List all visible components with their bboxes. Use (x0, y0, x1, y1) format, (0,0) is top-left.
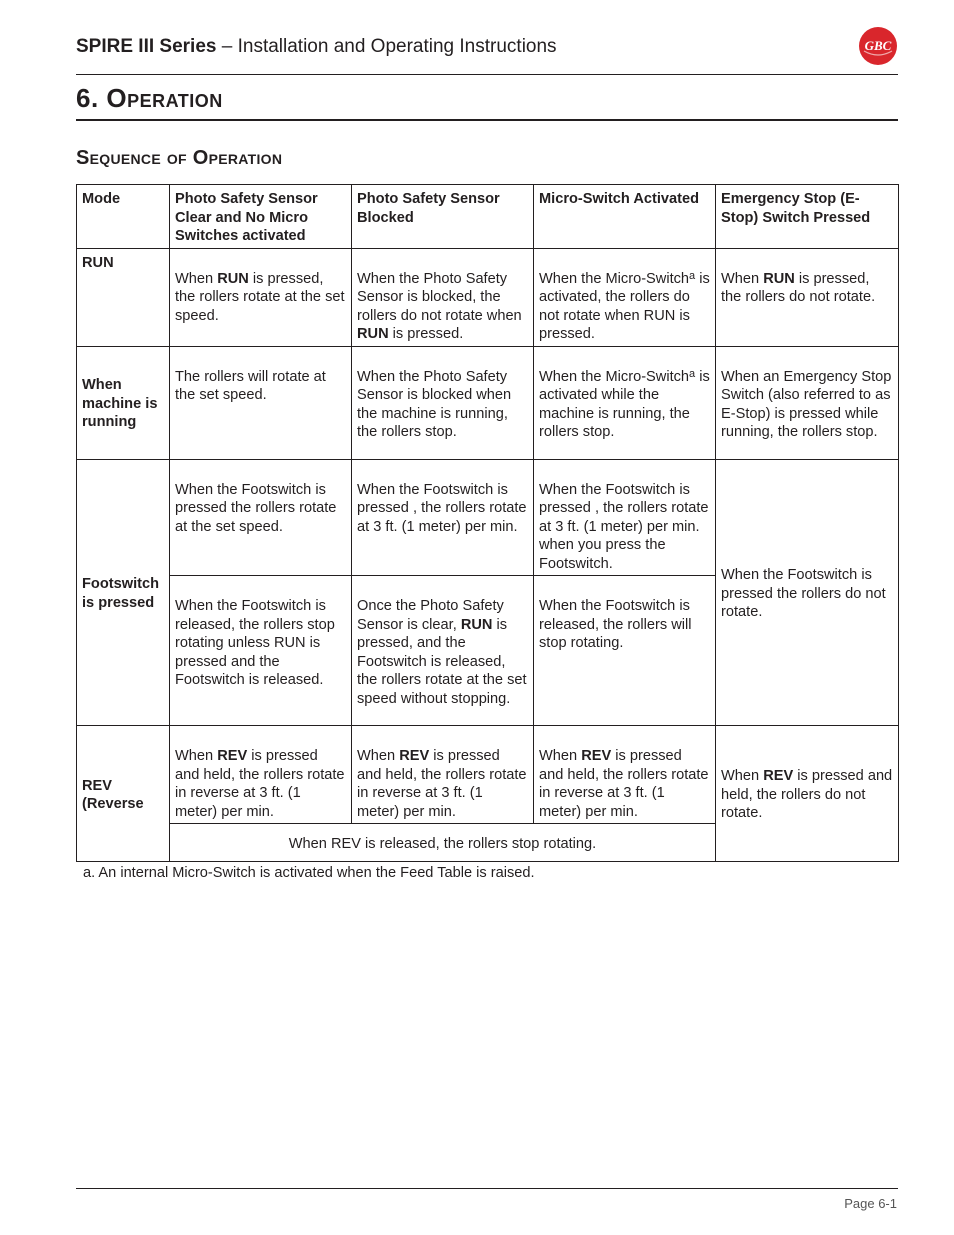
table-row-running (77, 346, 899, 459)
table-cell: Once the Photo Safety Sensor is clear, RUN is pressed, and the Footswitch is released, the rollers rotate at the set speed without stopping. (352, 576, 534, 726)
table-row-run (77, 248, 899, 346)
table-cell: When the Photo Safety Sensor is blocked, the rollers do not rotate when RUN is pressed. (352, 248, 534, 346)
document-title (76, 36, 557, 58)
section-rule (76, 119, 898, 121)
table-row-rev (77, 726, 899, 824)
subsection-title: Sequence of Operation (76, 147, 283, 169)
mode-cell: RUN (77, 248, 170, 346)
series-subtitle: – Installation and Operating Instructions (216, 36, 557, 57)
table-cell: When REV is released, the rollers stop rotating. (170, 824, 716, 862)
logo-text: GBC (864, 38, 892, 53)
header-sensor-clear: Photo Safety Sensor Clear and No Micro Switches activated (170, 185, 352, 249)
mode-cell: When machine is running (77, 346, 170, 459)
series-name: SPIRE III Series (76, 36, 217, 57)
table-cell: When the Photo Safety Sensor is blocked when the machine is running, the rollers stop. (352, 346, 534, 459)
table-cell: When the Footswitch is pressed , the rollers rotate at 3 ft. (1 meter) per min. (352, 459, 534, 576)
table-cell: When REV is pressed and held, the rollers rotate in reverse at 3 ft. (1 meter) per min. (170, 726, 352, 824)
mode-cell: Footswitch is pressed (77, 459, 170, 726)
mode-cell: REV (Reverse (77, 726, 170, 862)
page-number: Page 6-1 (844, 1196, 897, 1211)
header-rule (76, 74, 898, 75)
header-mode: Mode (77, 185, 170, 249)
section-title: 6. Operation (76, 83, 223, 113)
header-estop: Emergency Stop (E-Stop) Switch Pressed (716, 185, 899, 249)
table-cell: When REV is pressed and held, the rollers rotate in reverse at 3 ft. (1 meter) per min. (534, 726, 716, 824)
table-cell: When an Emergency Stop Switch (also referred to as E-Stop) is pressed while running, the rollers stop. (716, 346, 899, 459)
table-cell: The rollers will rotate at the set speed. (170, 346, 352, 459)
footnote: a. An internal Micro-Switch is activated when the Feed Table is raised. (83, 865, 535, 881)
table-cell: When the Footswitch is released, the rollers stop rotating unless RUN is pressed and the Footswitch is released. (170, 576, 352, 726)
table-cell: When REV is pressed and held, the rollers do not rotate. (716, 726, 899, 862)
footnote-marker: a (689, 269, 696, 282)
table-cell: When the Micro-Switch$^a$ is activated while the machine is running, the rollers stop. (534, 346, 716, 459)
table-cell: When the Footswitch is pressed the rollers do not rotate. (716, 459, 899, 726)
header-sensor-blocked: Photo Safety Sensor Blocked (352, 185, 534, 249)
header-micro-switch: Micro-Switch Activated (534, 185, 716, 249)
table-header-row (77, 185, 899, 249)
table-row-footswitch (77, 459, 899, 576)
page-header (76, 34, 898, 74)
table-cell: When the Micro-Switch$^a$ is activated, the rollers do not rotate when RUN is pressed. (534, 248, 716, 346)
sequence-of-operation-table (76, 184, 899, 862)
table-cell: When RUN is pressed, the rollers do not rotate. (716, 248, 899, 346)
table-cell: When the Footswitch is released, the rollers will stop rotating. (534, 576, 716, 726)
table-cell: When the Footswitch is pressed , the rollers rotate at 3 ft. (1 meter) per min. when you press the Footswitch. (534, 459, 716, 576)
table-cell: When REV is pressed and held, the rollers rotate in reverse at 3 ft. (1 meter) per min. (352, 726, 534, 824)
table-cell: When the Footswitch is pressed the rollers rotate at the set speed. (170, 459, 352, 576)
table-cell: When RUN is pressed, the rollers rotate at the set speed. (170, 248, 352, 346)
footer-rule (76, 1188, 898, 1189)
footnote-marker: a (689, 367, 696, 380)
gbc-logo (858, 26, 898, 66)
